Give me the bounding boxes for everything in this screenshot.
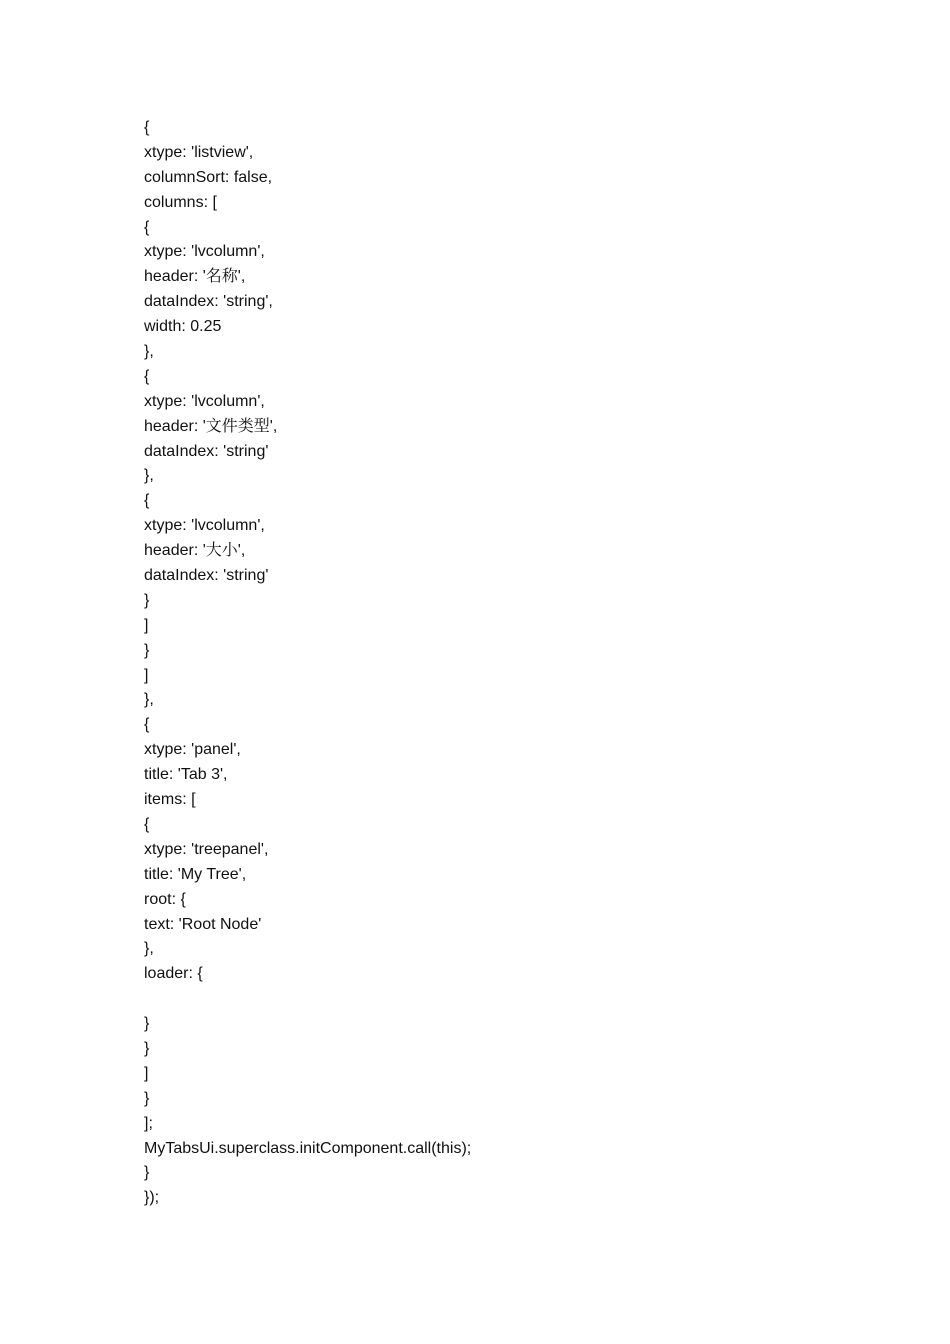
code-line: header: '文件类型',: [144, 417, 278, 435]
code-line: }: [144, 1039, 150, 1057]
code-line: }: [144, 1089, 150, 1107]
code-line: MyTabsUi.superclass.initComponent.call(this);: [144, 1139, 472, 1157]
code-line: }: [144, 591, 150, 609]
code-line: {: [144, 492, 150, 510]
code-line: xtype: 'lvcolumn',: [144, 517, 265, 535]
code-line: columnSort: false,: [144, 168, 273, 186]
code-line: dataIndex: 'string',: [144, 293, 273, 311]
code-line: {: [144, 716, 150, 734]
code-line: root: {: [144, 890, 186, 908]
code-line: items: [: [144, 791, 196, 809]
code-line: ]: [144, 616, 149, 634]
code-line: },: [144, 691, 154, 709]
code-line: [144, 987, 471, 1012]
code-line: });: [144, 1189, 160, 1207]
code-line: text: 'Root Node': [144, 915, 262, 933]
code-line: xtype: 'lvcolumn',: [144, 243, 265, 261]
code-line: xtype: 'lvcolumn',: [144, 392, 265, 410]
code-line: header: '名称',: [144, 268, 246, 286]
code-line: },: [144, 940, 154, 958]
code-line: }: [144, 1164, 150, 1182]
code-line: header: '大小',: [144, 542, 246, 560]
code-line: xtype: 'treepanel',: [144, 840, 269, 858]
code-line: }: [144, 641, 150, 659]
code-line: {: [144, 119, 150, 136]
code-line: title: 'My Tree',: [144, 865, 247, 883]
code-line: {: [144, 815, 150, 833]
code-line: xtype: 'listview',: [144, 143, 254, 161]
code-line: }: [144, 1015, 150, 1033]
code-line: ]: [144, 666, 149, 684]
code-line: ];: [144, 1114, 153, 1132]
code-line: },: [144, 343, 154, 361]
code-line: width: 0.25: [144, 318, 222, 336]
code-listing: [144, 116, 471, 1211]
code-line: dataIndex: 'string': [144, 567, 269, 585]
code-line: },: [144, 467, 154, 485]
code-line: {: [144, 218, 150, 236]
code-line: dataIndex: 'string': [144, 442, 269, 460]
code-line: loader: {: [144, 965, 203, 983]
code-line: {: [144, 367, 150, 385]
code-line: xtype: 'panel',: [144, 741, 241, 759]
code-line: title: 'Tab 3',: [144, 766, 228, 784]
code-line: columns: [: [144, 193, 217, 211]
code-line: ]: [144, 1064, 149, 1082]
